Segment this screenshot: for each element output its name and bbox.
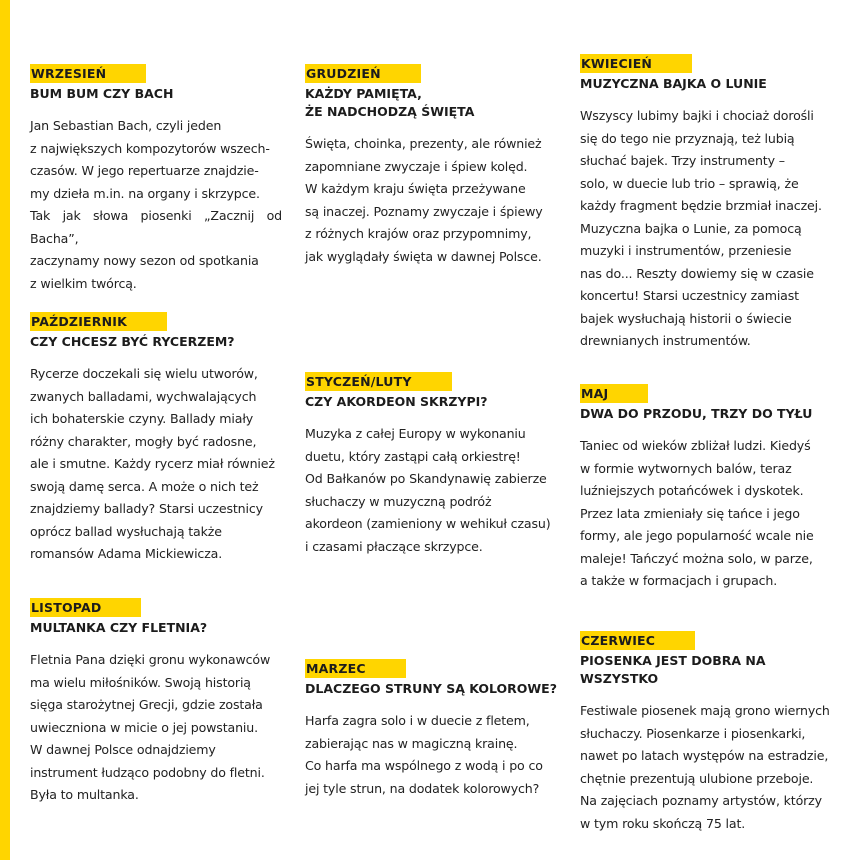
entry-description: Święta, choinka, prezenty, ale również zapomniane zwyczaje i śpiew kolęd. W każdym kraju święta przeżywane są inaczej. Poznamy zwyczaje i śpiewy z różnych krajów oraz przypomnimy, jak wyglądały święta w dawnej Polsce.	[305, 136, 543, 264]
entry-grudzien	[305, 63, 557, 268]
entry-kwiecien	[580, 53, 830, 353]
entry-description: Harfa zagra solo i w duecie z fletem, zabierając nas w magiczną krainę. Co harfa ma wspólnego z wodą i po co jej tyle strun, na dodatek kolorowych?	[305, 713, 543, 796]
entry-title: DLACZEGO STRUNY SĄ KOLOROWE?	[305, 681, 557, 696]
entry-wrzesien	[30, 63, 282, 295]
entry-maj	[580, 383, 830, 593]
entry-description: Festiwale piosenek mają grono wiernych słuchaczy. Piosenkarze i piosenkarki, nawet po latach występów na estradzie, chętnie prezentują ulubione przeboje. Na zajęciach poznamy artystów, którzy w tym roku skończą 75 lat.	[580, 703, 830, 831]
entry-listopad	[30, 597, 282, 807]
entry-description: Rycerze doczekali się wielu utworów, zwanych balladami, wychwalających ich bohaterskie czyny. Ballady miały różny charakter, mogły być radosne, ale i smutne. Każdy rycerz miał również swoją damę serca. A może o nich też znajdziemy ballady? Starsi uczestnicy oprócz ballad wysłuchają także romansów Adama Mickiewicza.	[30, 366, 275, 561]
entry-title: PIOSENKA JEST DOBRA NA WSZYSTKO	[580, 653, 766, 686]
entry-description: Muzyka z całej Europy w wykonaniu duetu, który zastąpi całą orkiestrę! Od Bałkanów po Skandynawię zabierze słuchaczy w muzyczną podróż akordeon (zamieniony w wehikuł czasu) i czasami płaczące skrzypce.	[305, 426, 551, 554]
month-label: PAŹDZIERNIK	[30, 312, 167, 331]
month-label: MAJ	[580, 384, 648, 403]
entry-czerwiec	[580, 630, 830, 835]
entry-description: Jan Sebastian Bach, czyli jeden z największych kompozytorów wszech- czasów. W jego repertuarze znajdzie- my dzieła m.in. na organy i skrzypce. Tak jak słowa piosenki „Zacznij od Bacha”, zaczynamy nowy sezon od spotkania z wielkim twórcą.	[30, 118, 282, 291]
entry-description: Taniec od wieków zbliżał ludzi. Kiedyś w formie wytwornych balów, teraz luźniejszych potańcówek i dyskotek. Przez lata zmieniały się tańce i jego formy, ale jego popularność wcale nie maleje! Tańczyć można solo, w parze, a także w formacjach i grupach.	[580, 438, 814, 588]
entry-styczen-luty	[305, 371, 557, 558]
entry-title: BUM BUM CZY BACH	[30, 86, 174, 101]
entry-description: Fletnia Pana dzięki gronu wykonawców ma wielu miłośników. Swoją historią sięga starożytnej Grecji, gdzie została uwieczniona w micie o jej powstaniu. W dawnej Polsce odnajdziemy instrument łudząco podobny do fletni. Była to multanka.	[30, 652, 271, 802]
entry-title: DWA DO PRZODU, TRZY DO TYŁU	[580, 406, 813, 421]
entry-description: Wszyscy lubimy bajki i chociaż dorośli się do tego nie przyznają, też lubią słuchać bajek. Trzy instrumenty – solo, w duecie lub trio – sprawią, że każdy fragment będzie brzmiał inaczej. Muzyczna bajka o Lunie, za pomocą muzyki i instrumentów, przeniesie nas do... Reszty dowiemy się w czasie koncertu! Starsi uczestnicy zamiast bajek wysłuchają historii o świecie drewnianych instrumentów.	[580, 108, 822, 348]
yellow-edge-stripe	[0, 0, 10, 860]
entry-title: CZY AKORDEON SKRZYPI?	[305, 394, 488, 409]
entry-title: KAŻDY PAMIĘTA, ŻE NADCHODZĄ ŚWIĘTA	[305, 86, 475, 119]
entry-pazdziernik	[30, 311, 282, 566]
month-label: MARZEC	[305, 659, 406, 678]
month-label: CZERWIEC	[580, 631, 695, 650]
entry-title: MULTANKA CZY FLETNIA?	[30, 620, 208, 635]
month-label: STYCZEŃ/LUTY	[305, 372, 452, 391]
entry-marzec	[305, 658, 557, 800]
entry-title: CZY CHCESZ BYĆ RYCERZEM?	[30, 334, 235, 349]
month-label: GRUDZIEŃ	[305, 64, 421, 83]
entry-title: MUZYCZNA BAJKA O LUNIE	[580, 76, 767, 91]
month-label: KWIECIEŃ	[580, 54, 692, 73]
month-label: WRZESIEŃ	[30, 64, 146, 83]
month-label: LISTOPAD	[30, 598, 141, 617]
